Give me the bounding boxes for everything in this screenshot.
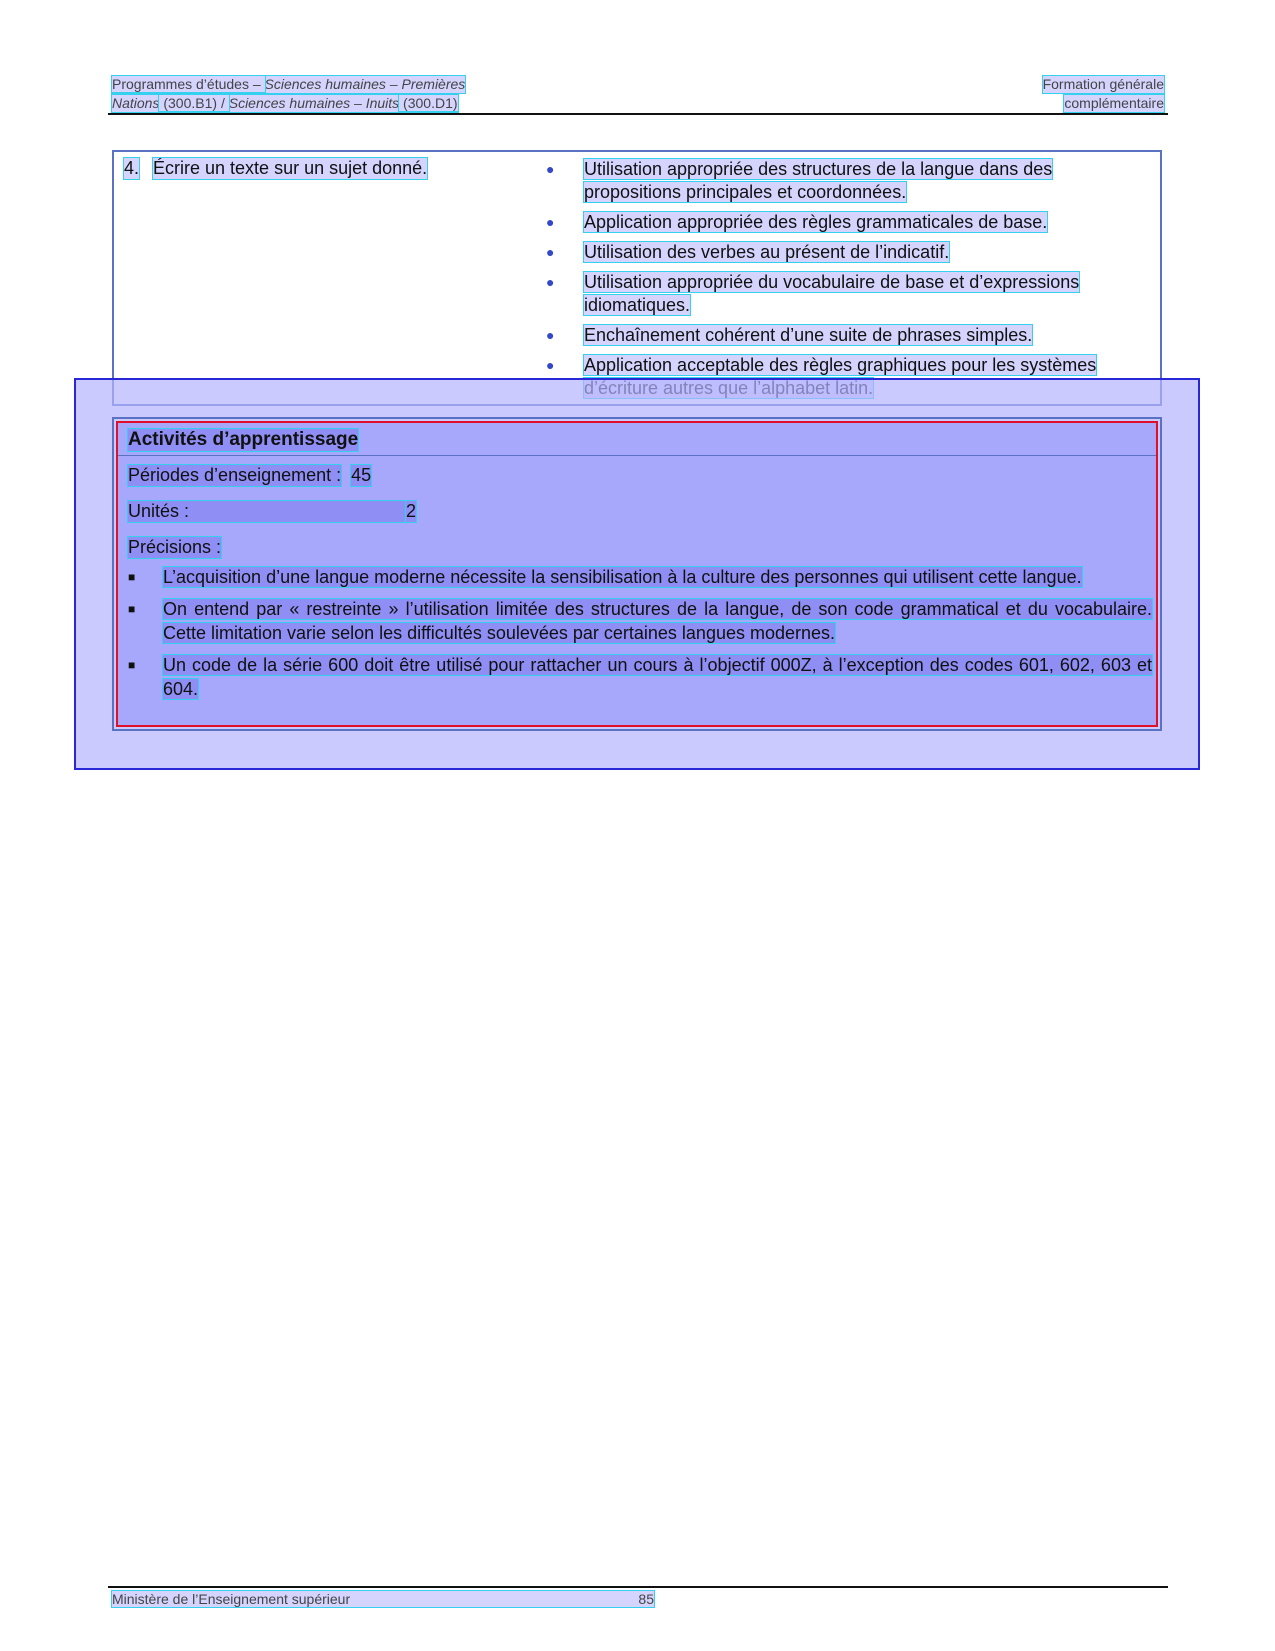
- list-item: [128, 597, 1152, 645]
- bullet-icon: ●: [546, 161, 555, 177]
- list-item: [128, 653, 1152, 701]
- objective-text: Écrire un texte sur un sujet donné.: [153, 158, 428, 178]
- header-text: Programmes d’études –: [112, 76, 265, 92]
- header-program-subtitle: [112, 95, 458, 112]
- header-section-label-2: complémentaire: [1064, 95, 1164, 111]
- criteria-list: [546, 158, 1138, 407]
- bullet-icon: ●: [546, 274, 555, 290]
- criterion-text: Utilisation appropriée du vocabulaire de base et d’expressions idiomatiques.: [584, 272, 1080, 315]
- list-item: [546, 324, 1138, 347]
- header-italic-text: Sciences humaines – Inuits: [228, 95, 400, 111]
- objective-number: 4.: [124, 158, 140, 178]
- list-item: [128, 565, 1152, 589]
- precision-text: Un code de la série 600 doit être utilisé pour rattacher un cours à l’objectif 000Z, à l’exception des codes 601, 602, 603 et 604.: [163, 655, 1152, 699]
- criterion-text: Enchaînement cohérent d’une suite de phrases simples.: [584, 325, 1033, 345]
- square-bullet-icon: ■: [128, 570, 136, 584]
- page-header: [112, 76, 1164, 112]
- periods-line: [128, 465, 371, 486]
- bullet-icon: ●: [546, 244, 555, 260]
- list-item: [546, 271, 1138, 317]
- footer-ministry: Ministère de l’Enseignement supérieur: [112, 1591, 351, 1607]
- criterion-text: Utilisation appropriée des structures de la langue dans des propositions principales et coordonnées.: [584, 159, 1053, 202]
- periods-label: Périodes d’enseignement :: [128, 465, 342, 485]
- criterion-text: Application acceptable des règles graphiques pour les systèmes: [584, 355, 1096, 398]
- header-text: (300.D1): [399, 95, 458, 111]
- list-item: [546, 158, 1138, 204]
- header-line-2: [112, 95, 1164, 112]
- bullet-icon: ●: [546, 214, 555, 230]
- header-italic-text: Nations: [112, 95, 160, 111]
- precision-text: On entend par « restreinte » l’utilisation limitée des structures de la langue, de son code grammatical et du vocabulaire. Cette limitation varie selon les difficultés soulevées par certaines langues modernes.: [163, 599, 1152, 643]
- bullet-icon: ●: [546, 327, 555, 343]
- header-italic-text: Sciences humaines – Premières: [264, 76, 466, 92]
- square-bullet-icon: ■: [128, 658, 136, 672]
- header-text: (300.B1) /: [159, 95, 229, 111]
- precision-text: L’acquisition d’une langue moderne nécessite la sensibilisation à la culture des personnes qui utilisent cette langue.: [163, 567, 1082, 587]
- header-divider: [108, 113, 1168, 115]
- list-item: [546, 241, 1138, 264]
- bullet-icon: ●: [546, 357, 555, 373]
- objective-criteria-table: [112, 150, 1162, 406]
- criterion-text: Utilisation des verbes au présent de l’indicatif.: [584, 242, 950, 262]
- precisions-list: [128, 565, 1152, 709]
- page-footer: [112, 1591, 654, 1607]
- list-item: [546, 211, 1138, 234]
- criterion-text: Application appropriée des règles grammaticales de base.: [584, 212, 1048, 232]
- learning-activities-box: [116, 421, 1158, 727]
- page-number: 85: [638, 1591, 654, 1607]
- header-section-label: Formation générale: [1042, 76, 1164, 92]
- precisions-label: Précisions :: [128, 537, 222, 557]
- units-label: Unités :: [128, 501, 406, 522]
- periods-value: 45: [351, 465, 372, 485]
- units-line: [128, 501, 416, 522]
- units-value: 2: [406, 501, 417, 521]
- footer-divider: [108, 1586, 1168, 1588]
- header-line-1: [112, 76, 1164, 93]
- activities-title: Activités d’apprentissage: [128, 429, 359, 450]
- precisions-line: [128, 537, 221, 558]
- activities-title-divider: [118, 455, 1156, 456]
- header-program-title: [112, 76, 465, 93]
- square-bullet-icon: ■: [128, 602, 136, 616]
- objective: [124, 158, 427, 179]
